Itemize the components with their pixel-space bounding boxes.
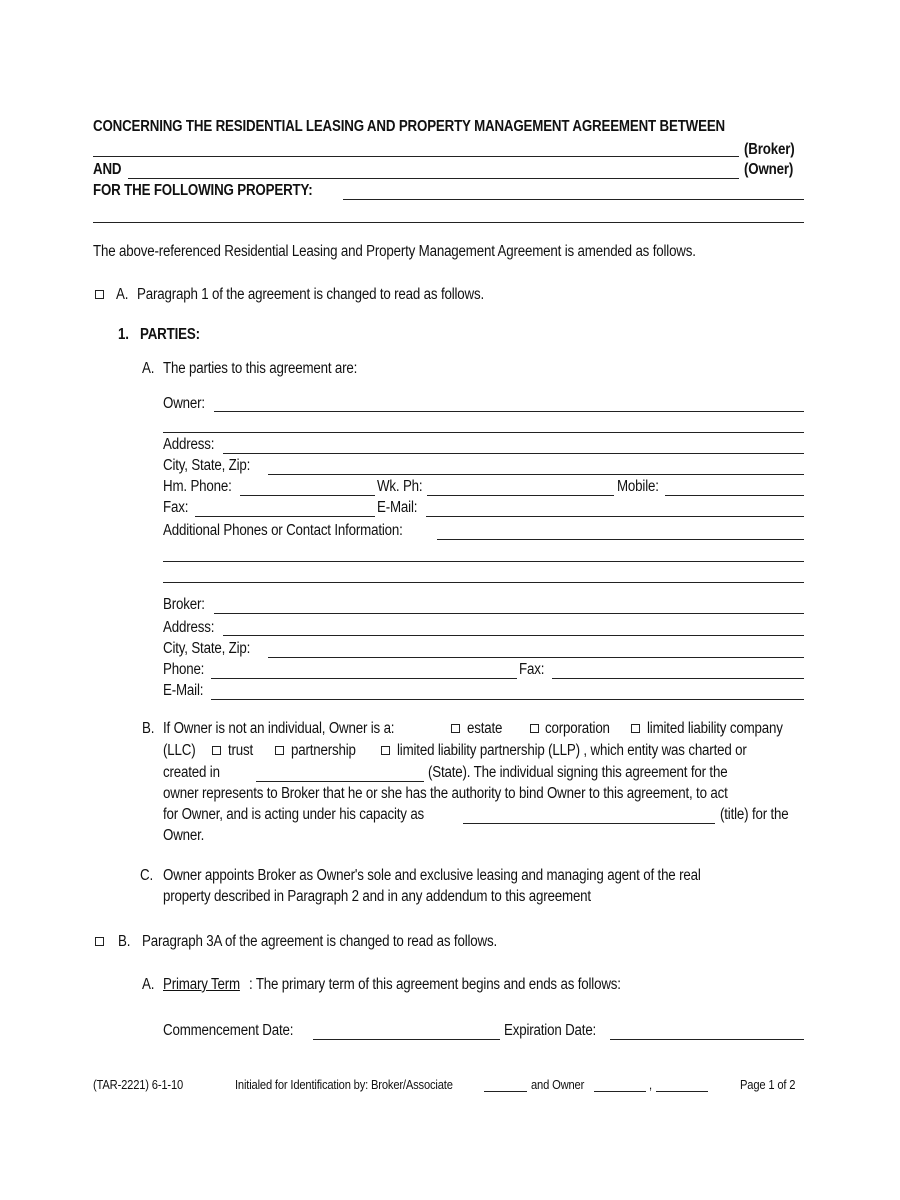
state-text: (State). The individual signing this agreement for the (428, 764, 728, 781)
trust-checkbox[interactable] (212, 746, 221, 755)
section-b-letter: B. (118, 933, 131, 950)
expiration-label: Expiration Date: (504, 1022, 597, 1039)
llp-label: limited liability partnership (LLP) , which entity was charted or (397, 742, 747, 759)
owner-email-line[interactable] (426, 516, 804, 517)
header-title: CONCERNING THE RESIDENTIAL LEASING AND PROPERTY MANAGEMENT AGREEMENT BETWEEN (93, 118, 725, 135)
property-label: FOR THE FOLLOWING PROPERTY: (93, 182, 313, 199)
additional-line-3[interactable] (163, 582, 804, 583)
expiration-line[interactable] (610, 1039, 804, 1040)
sub-b-letter: B. (142, 720, 155, 737)
broker-phone-line[interactable] (211, 678, 517, 679)
trust-label: trust (228, 742, 254, 759)
state-line[interactable] (256, 781, 424, 782)
additional-label: Additional Phones or Contact Information: (163, 522, 403, 539)
broker-address-line[interactable] (223, 635, 804, 636)
title-line[interactable] (463, 823, 715, 824)
and-owner-label: and Owner (531, 1077, 585, 1092)
owner-initial-line-1[interactable] (594, 1091, 646, 1092)
sub-a-letter: A. (142, 360, 155, 377)
owner-label: Owner: (163, 395, 205, 412)
broker-email-line[interactable] (211, 699, 804, 700)
owner-fax-line[interactable] (195, 516, 375, 517)
sub-c-line1: Owner appoints Broker as Owner's sole and exclusive leasing and managing agent of the real (163, 867, 701, 884)
broker-initial-line[interactable] (484, 1091, 527, 1092)
mobile-line[interactable] (665, 495, 804, 496)
owner-address-label: Address: (163, 436, 215, 453)
owner-name-line[interactable] (128, 178, 739, 179)
commencement-label: Commencement Date: (163, 1022, 294, 1039)
section-b-text: Paragraph 3A of the agreement is changed to read as follows. (142, 933, 498, 950)
parties-heading: PARTIES: (140, 326, 200, 343)
owner-email-label: E-Mail: (377, 499, 418, 516)
partnership-checkbox[interactable] (275, 746, 284, 755)
parties-number: 1. (118, 326, 129, 343)
broker-name-line[interactable] (93, 156, 739, 157)
property-line-2[interactable] (93, 222, 804, 223)
hm-phone-label: Hm. Phone: (163, 478, 232, 495)
additional-line-1[interactable] (437, 539, 804, 540)
footer-comma: , (649, 1077, 652, 1092)
wk-phone-label: Wk. Ph: (377, 478, 423, 495)
sub-c-line2: property described in Paragraph 2 and in any addendum to this agreement (163, 888, 591, 905)
sub-b-line4: owner represents to Broker that he or she has the authority to bind Owner to this agreement, to act (163, 785, 728, 802)
broker-label: Broker: (163, 596, 205, 613)
broker-city-label: City, State, Zip: (163, 640, 251, 657)
primary-term-letter: A. (142, 976, 155, 993)
capacity-label: for Owner, and is acting under his capacity as (163, 806, 425, 823)
created-in-label: created in (163, 764, 220, 781)
owner-fax-label: Fax: (163, 499, 189, 516)
section-b-checkbox[interactable] (95, 937, 104, 946)
commencement-line[interactable] (313, 1039, 500, 1040)
llc-abbrev: (LLC) (163, 742, 196, 759)
sub-a-text: The parties to this agreement are: (163, 360, 358, 377)
primary-term-title: Primary Term (163, 976, 240, 993)
owner-city-label: City, State, Zip: (163, 457, 251, 474)
estate-label: estate (467, 720, 503, 737)
owner-line-2[interactable] (163, 432, 804, 433)
broker-phone-label: Phone: (163, 661, 205, 678)
additional-line-2[interactable] (163, 561, 804, 562)
mobile-label: Mobile: (617, 478, 659, 495)
hm-phone-line[interactable] (240, 495, 375, 496)
form-id: (TAR-2221) 6-1-10 (93, 1077, 184, 1092)
corporation-checkbox[interactable] (530, 724, 539, 733)
llc-label: limited liability company (647, 720, 783, 737)
section-a-checkbox[interactable] (95, 290, 104, 299)
owner-address-line[interactable] (223, 453, 804, 454)
title-text: (title) for the (720, 806, 789, 823)
section-a-letter: A. (116, 286, 129, 303)
corporation-label: corporation (545, 720, 610, 737)
initialed-label: Initialed for Identification by: Broker/Associate (235, 1077, 453, 1092)
llp-checkbox[interactable] (381, 746, 390, 755)
owner-suffix: (Owner) (744, 161, 794, 178)
primary-term-text: : The primary term of this agreement begins and ends as follows: (249, 976, 621, 993)
sub-b-line1: If Owner is not an individual, Owner is a: (163, 720, 395, 737)
broker-fax-line[interactable] (552, 678, 804, 679)
sub-c-letter: C. (140, 867, 153, 884)
owner-initial-line-2[interactable] (656, 1091, 708, 1092)
wk-phone-line[interactable] (427, 495, 614, 496)
broker-address-label: Address: (163, 619, 215, 636)
broker-city-line[interactable] (268, 657, 804, 658)
page-number: Page 1 of 2 (740, 1077, 796, 1092)
estate-checkbox[interactable] (451, 724, 460, 733)
property-line-1[interactable] (343, 199, 804, 200)
owner-line[interactable] (214, 411, 804, 412)
broker-line[interactable] (214, 613, 804, 614)
section-a-text: Paragraph 1 of the agreement is changed to read as follows. (137, 286, 485, 303)
owner-city-line[interactable] (268, 474, 804, 475)
partnership-label: partnership (291, 742, 356, 759)
broker-suffix: (Broker) (744, 141, 795, 158)
and-label: AND (93, 161, 122, 178)
broker-email-label: E-Mail: (163, 682, 204, 699)
sub-b-owner: Owner. (163, 827, 205, 844)
broker-fax-label: Fax: (519, 661, 545, 678)
llc-checkbox[interactable] (631, 724, 640, 733)
intro-text: The above-referenced Residential Leasing and Property Management Agreement is amended as follows. (93, 243, 696, 260)
